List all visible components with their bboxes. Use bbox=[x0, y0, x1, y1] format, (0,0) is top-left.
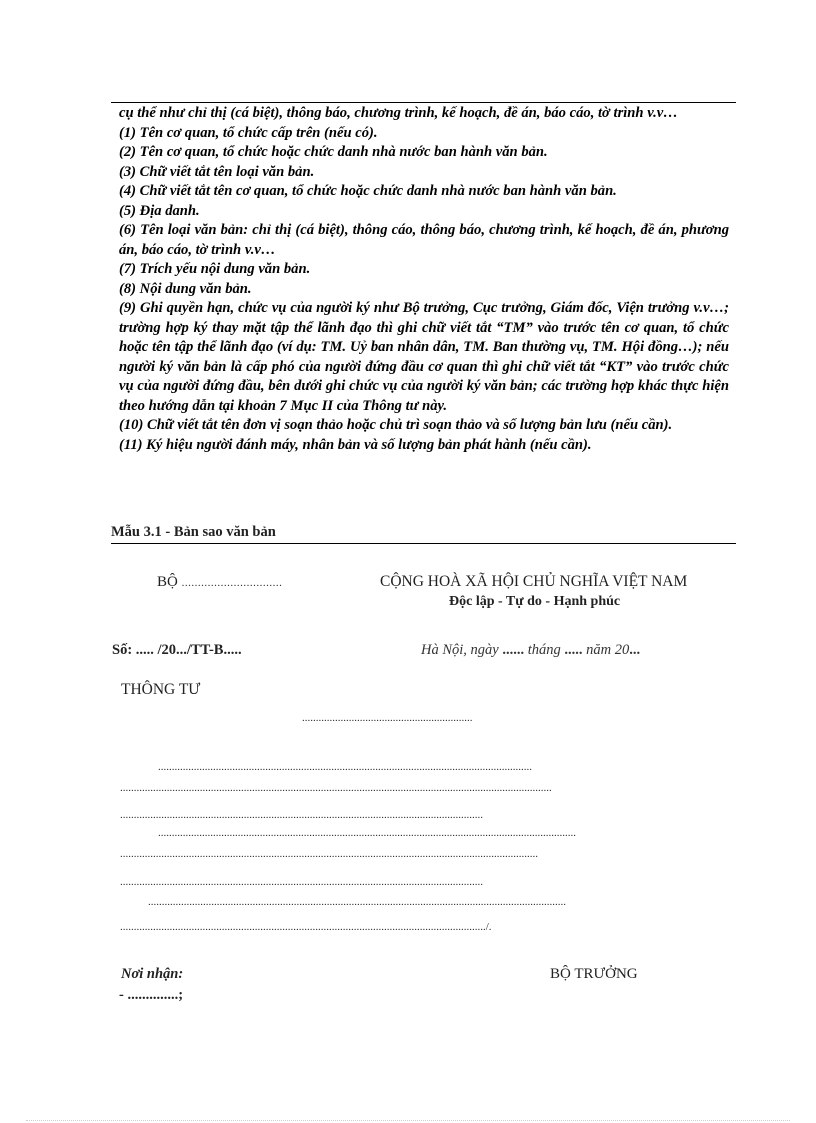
note-9: (9) Ghi quyền hạn, chức vụ của người ký như Bộ trưởng, Cục trưởng, Giám đốc, Viện trưởng v.v…; trường hợp ký thay mặt tập thể lãnh đạo thì ghi chữ viết tắt “TM” vào trước tên cơ quan, tổ chức hoặc tên tập thể lãnh đạo (ví dụ: TM. Uỷ ban nhân dân, TM. Ban thường vụ, TM. Hội đồng…); nếu người ký văn bản là cấp phó của người đứng đầu cơ quan thì ghi chữ viết tắt “KT” vào trước chức vụ của người đứng đầu, bên dưới ghi chức vụ của người ký văn bản; các trường hợp khác thực hiện theo hướng dẫn tại khoản 7 Mục II của Thông tư này. bbox=[119, 300, 729, 414]
place-date bbox=[421, 642, 640, 659]
place-date-part-2: tháng bbox=[524, 642, 565, 658]
form-title: Mẫu 3.1 - Bản sao văn bản bbox=[111, 524, 276, 540]
ministry-name-dots: ............................... bbox=[181, 577, 283, 589]
note-6: (6) Tên loại văn bản: chỉ thị (cá biệt), thông cáo, thông báo, chương trình, kế hoạch, đề án, phương án, báo cáo, tờ trình v.v… bbox=[119, 222, 729, 258]
body-line-2: ............................................................................................................................................................. bbox=[120, 782, 552, 794]
body-line-4: ........................................................................................................................................................ bbox=[158, 827, 576, 839]
month-dots: ..... bbox=[564, 642, 583, 658]
summary-dots: .............................................................. bbox=[302, 712, 473, 724]
note-4: (4) Chữ viết tắt tên cơ quan, tổ chức hoặc chức danh nhà nước ban hành văn bản. bbox=[119, 183, 617, 199]
ministry-label: BỘ bbox=[157, 574, 178, 590]
ministry-header bbox=[157, 574, 282, 591]
body-line-8: ...................................................................................................................................../. bbox=[120, 921, 492, 933]
note-3: (3) Chữ viết tắt tên loại văn bản. bbox=[119, 163, 315, 180]
body-line-1: ........................................................................................................................................ bbox=[158, 761, 532, 773]
top-rule bbox=[111, 102, 736, 103]
page-bottom-border bbox=[26, 1120, 790, 1121]
recipient-item: - ..............; bbox=[119, 987, 184, 1003]
note-5: (5) Địa danh. bbox=[119, 202, 200, 219]
document-number: Số: ..... /20.../TT-B..... bbox=[112, 642, 242, 658]
note-7: (7) Trích yếu nội dung văn bản. bbox=[119, 261, 311, 277]
body-line-3: .................................................................................................................................... bbox=[120, 809, 483, 821]
place-date-part-1: Hà Nội, ngày bbox=[421, 642, 503, 658]
recipients-label: Nơi nhận: bbox=[121, 966, 184, 982]
place-date-part-3: năm 20 bbox=[582, 642, 630, 658]
form-title-rule bbox=[111, 543, 736, 544]
body-line-5: ........................................................................................................................................................ bbox=[120, 848, 538, 860]
note-10: (10) Chữ viết tắt tên đơn vị soạn thảo hoặc chủ trì soạn thảo và số lượng bản lưu (nếu cần). bbox=[119, 417, 673, 433]
note-intro: cụ thể như chỉ thị (cá biệt), thông báo, chương trình, kế hoạch, đề án, báo cáo, tờ trình v.v… bbox=[119, 105, 678, 121]
signer-title: BỘ TRƯỞNG bbox=[550, 966, 638, 982]
national-title: CỘNG HOÀ XÃ HỘI CHỦ NGHĨA VIỆT NAM bbox=[380, 573, 688, 590]
note-2: (2) Tên cơ quan, tổ chức hoặc chức danh nhà nước ban hành văn bản. bbox=[119, 144, 548, 160]
note-11: (11) Ký hiệu người đánh máy, nhân bản và số lượng bản phát hành (nếu cần). bbox=[119, 436, 592, 453]
explanatory-notes bbox=[119, 104, 729, 455]
document-type: THÔNG TƯ bbox=[121, 681, 201, 698]
body-line-6: .................................................................................................................................... bbox=[120, 876, 483, 888]
body-line-7: ........................................................................................................................................................ bbox=[148, 896, 566, 908]
national-motto: Độc lập - Tự do - Hạnh phúc bbox=[449, 594, 621, 609]
note-8: (8) Nội dung văn bản. bbox=[119, 280, 252, 297]
note-1: (1) Tên cơ quan, tổ chức cấp trên (nếu có). bbox=[119, 124, 378, 141]
day-dots: ...... bbox=[502, 642, 525, 658]
year-dots: ... bbox=[629, 642, 641, 658]
